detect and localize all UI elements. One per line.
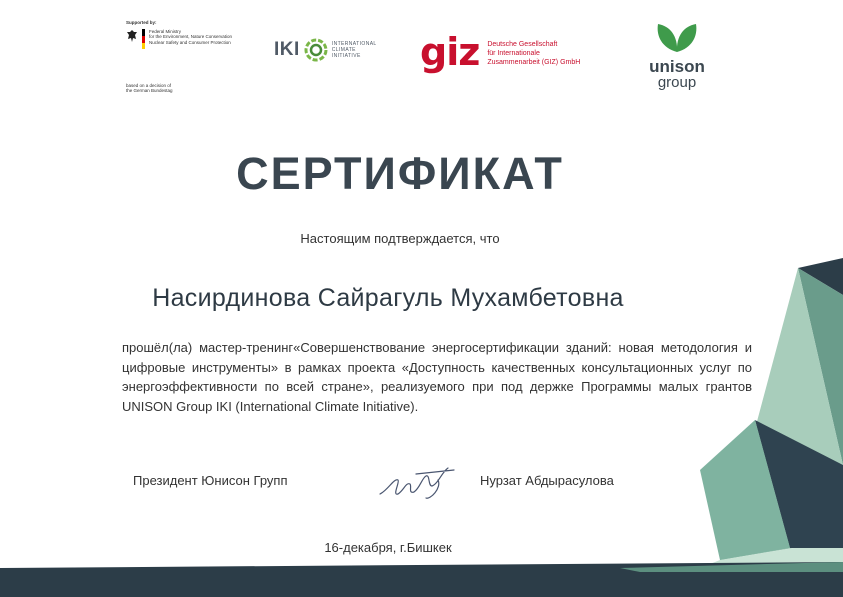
unison-word: unison <box>649 57 705 76</box>
giz-text: Deutsche Gesellschaft für Internationale Zusammenarbeit (GIZ) GmbH <box>487 41 581 66</box>
ministry-name: Federal Ministry for the Environment, Nature Conservation Nuclear Safety and Consumer Protection <box>149 29 233 45</box>
signatory-name: Нурзат Абдырасулова <box>480 473 614 488</box>
certificate-body-text: прошёл(ла) мастер-тренинг«Совершенствование энергосертификации зданий: новая методология и цифровые инструменты» в рамках проекта «Доступность качественных консультационных услуг по энергоэффективности по всей стране», реализуемого при под держке Программы малых грантов UNISON Group IKI (International Climate Initiative). <box>122 340 752 414</box>
recipient-name: Насирдинова Сайрагуль Мухамбетовна <box>152 284 624 312</box>
bmu-logo <box>126 20 266 94</box>
iki-wordmark: IKI <box>274 39 300 60</box>
german-flag-bar <box>142 29 145 49</box>
unison-logo <box>632 20 722 90</box>
unison-leaf-icon <box>652 20 702 54</box>
federal-eagle-icon <box>126 29 138 44</box>
signature-row <box>0 466 843 506</box>
handwritten-signature <box>368 460 468 504</box>
date-place: 16-декабря, г.Бишкек <box>324 540 452 555</box>
iki-text: INTERNATIONAL CLIMATE INITIATIVE <box>331 41 377 59</box>
giz-logo <box>420 30 581 74</box>
partner-logos <box>0 14 843 124</box>
confirmation-text: Настоящим подтверждается, что <box>300 231 500 246</box>
giz-wordmark: giz <box>420 30 480 74</box>
certificate-title: СЕРТИФИКАТ <box>236 148 564 199</box>
iki-logo <box>274 38 377 62</box>
iki-globe-icon <box>304 38 328 62</box>
group-word: group <box>657 74 697 91</box>
bundestag-note: based on a decision of the German Bundestag <box>126 83 173 94</box>
supported-by-label: Supported by: <box>126 20 157 25</box>
signatory-title: Президент Юнисон Групп <box>133 473 288 488</box>
